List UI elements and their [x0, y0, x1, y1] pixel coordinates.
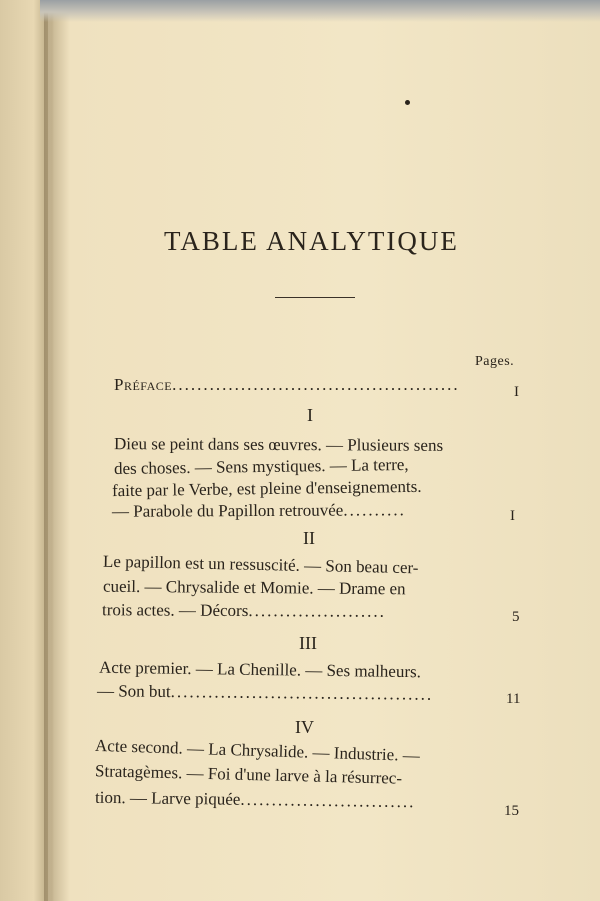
pages-column-label: Pages.: [475, 354, 515, 369]
preface-entry: [114, 376, 460, 393]
section-entry-last-line: [95, 789, 416, 810]
page-title: TABLE ANALYTIQUE: [164, 226, 459, 256]
section-numeral: II: [303, 528, 315, 548]
section-entry-last-line: [97, 682, 433, 703]
section-entry-last-line: [102, 601, 386, 619]
section-page-number: 5: [512, 609, 520, 625]
section-line: Acte second. — La Chrysalide. — Industrie. —: [94, 735, 421, 766]
section-page-number: 11: [506, 691, 521, 707]
section-line: des choses. — Sens mystiques. — La terre,: [113, 454, 409, 479]
section-line: trois actes. — Décors: [101, 600, 249, 621]
section-line: Acte premier. — La Chenille. — Ses malheurs.: [98, 657, 422, 682]
section-leader: ..........................................: [170, 682, 434, 704]
section-leader: ......................: [248, 601, 386, 621]
section-line: Dieu se peint dans ses œuvres. — Plusieurs sens: [113, 434, 444, 455]
section-numeral: I: [307, 405, 313, 425]
ink-dot: [405, 100, 410, 105]
section-line: — Parabole du Papillon retrouvée: [111, 500, 344, 521]
section-page-number: I: [510, 508, 515, 524]
section-numeral: III: [299, 633, 317, 653]
section-line: — Son but: [96, 681, 171, 702]
preface-page-number: I: [514, 384, 519, 400]
preface-leader: ..............................................: [172, 375, 460, 394]
left-page-edge: [0, 0, 48, 901]
section-leader: ..........: [343, 500, 406, 520]
section-line: cueil. — Chrysalide et Momie. — Drame en: [102, 576, 406, 599]
section-leader: ............................: [240, 789, 416, 812]
preface-label: Préface: [114, 375, 173, 394]
table-page: [52, 14, 600, 901]
section-line: faite par le Verbe, est pleine d'enseignements.: [111, 476, 422, 501]
section-numeral: IV: [295, 717, 314, 737]
title-rule: [275, 297, 355, 298]
section-page-number: 15: [504, 803, 519, 819]
section-entry-last-line: [112, 501, 406, 520]
section-line: tion. — Larve piquée: [94, 787, 241, 809]
section-line: Le papillon est un ressuscité. — Son beau cer-: [102, 551, 419, 578]
section-line: Stratagèmes. — Foi d'une larve à la résurrec-: [94, 761, 403, 788]
